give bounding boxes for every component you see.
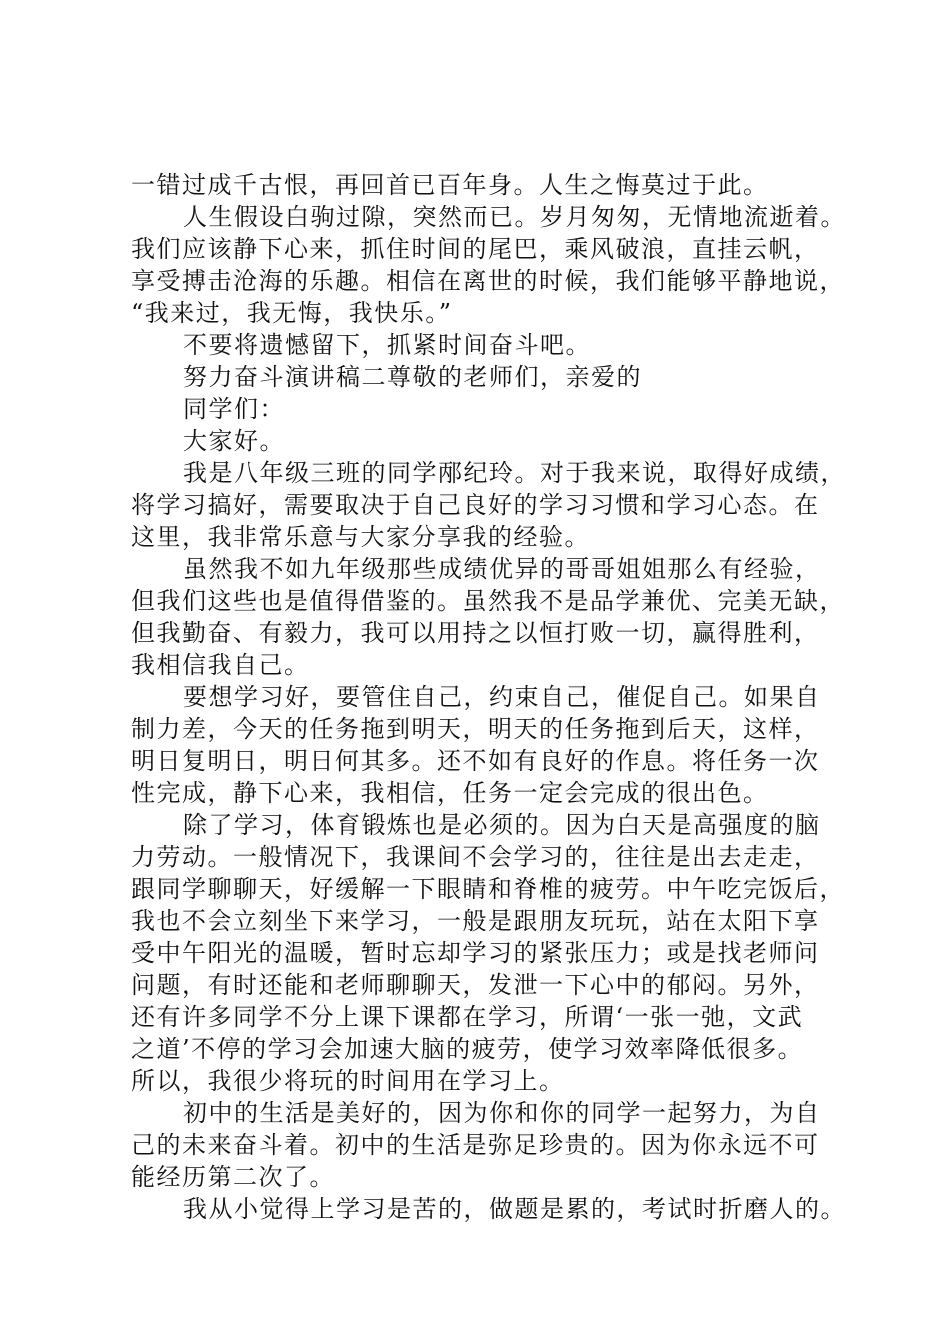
text-line: 跟同学聊聊天，好缓解一下眼睛和脊椎的疲劳。中午吃完饭后， — [131, 875, 845, 903]
text-line: 一错过成千古恨，再回首已百年身。人生之悔莫过于此。 — [131, 171, 769, 199]
text-line: 不要将遗憾留下，抓紧时间奋斗吧。 — [183, 331, 591, 359]
text-line: 之道’不停的学习会加速大脑的疲劳，使学习效率降低很多。 — [131, 1035, 804, 1063]
text-line: 初中的生活是美好的，因为你和你的同学一起努力，为自 — [183, 1099, 821, 1127]
text-line: 能经历第二次了。 — [131, 1163, 335, 1191]
document-body — [131, 169, 846, 1225]
text-line: 我们应该静下心来，抓住时间的尾巴，乘风破浪，直挂云帆， — [131, 235, 820, 263]
text-line: 性完成，静下心来，我相信，任务一定会完成的很出色。 — [131, 779, 769, 807]
text-line: 大家好。 — [183, 427, 285, 455]
text-line: 要想学习好，要管住自己，约束自己，催促自己。如果自 — [183, 683, 821, 711]
text-line: 将学习搞好，需要取决于自己良好的学习习惯和学习心态。在 — [131, 491, 820, 519]
text-line: 己的未来奋斗着。初中的生活是弥足珍贵的。因为你永远不可 — [131, 1131, 820, 1159]
text-line: 问题，有时还能和老师聊聊天，发泄一下心中的郁闷。另外， — [131, 971, 820, 999]
text-line: 我也不会立刻坐下来学习，一般是跟朋友玩玩，站在太阳下享 — [131, 907, 820, 935]
text-line: 努力奋斗演讲稿二尊敬的老师们，亲爱的 — [183, 363, 642, 391]
text-line: 所以，我很少将玩的时间用在学习上。 — [131, 1067, 565, 1095]
text-line: 这里，我非常乐意与大家分享我的经验。 — [131, 523, 590, 551]
text-line: 但我勤奋、有毅力，我可以用持之以恒打败一切，赢得胜利， — [131, 619, 820, 647]
text-line: 我从小觉得上学习是苦的，做题是累的，考试时折磨人的。 — [183, 1195, 846, 1223]
text-line: 除了学习，体育锻炼也是必须的。因为白天是高强度的脑 — [183, 811, 821, 839]
text-line: 还有许多同学不分上课下课都在学习，所谓‘一张一弛，文武 — [131, 1003, 804, 1031]
text-line: 受中午阳光的温暖，暂时忘却学习的紧张压力；或是找老师问 — [131, 939, 820, 967]
text-line: 人生假设白驹过隙，突然而已。岁月匆匆，无情地流逝着。 — [183, 203, 846, 231]
text-line: 我相信我自己。 — [131, 651, 310, 679]
text-line: 制力差，今天的任务拖到明天，明天的任务拖到后天，这样， — [131, 715, 820, 743]
text-line: 但我们这些也是值得借鉴的。虽然我不是品学兼优、完美无缺， — [131, 587, 845, 615]
text-line: 享受搏击沧海的乐趣。相信在离世的时候，我们能够平静地说， — [131, 267, 845, 295]
text-line: 虽然我不如九年级那些成绩优异的哥哥姐姐那么有经验， — [183, 555, 821, 583]
text-line: 同学们： — [183, 395, 285, 423]
text-line: 力劳动。一般情况下，我课间不会学习的，往往是出去走走， — [131, 843, 820, 871]
text-line: 明日复明日，明日何其多。还不如有良好的作息。将任务一次 — [131, 747, 820, 775]
text-line: 我是八年级三班的同学邴纪玲。对于我来说，取得好成绩， — [183, 459, 846, 487]
text-line: “我来过，我无悔，我快乐。” — [131, 299, 453, 327]
